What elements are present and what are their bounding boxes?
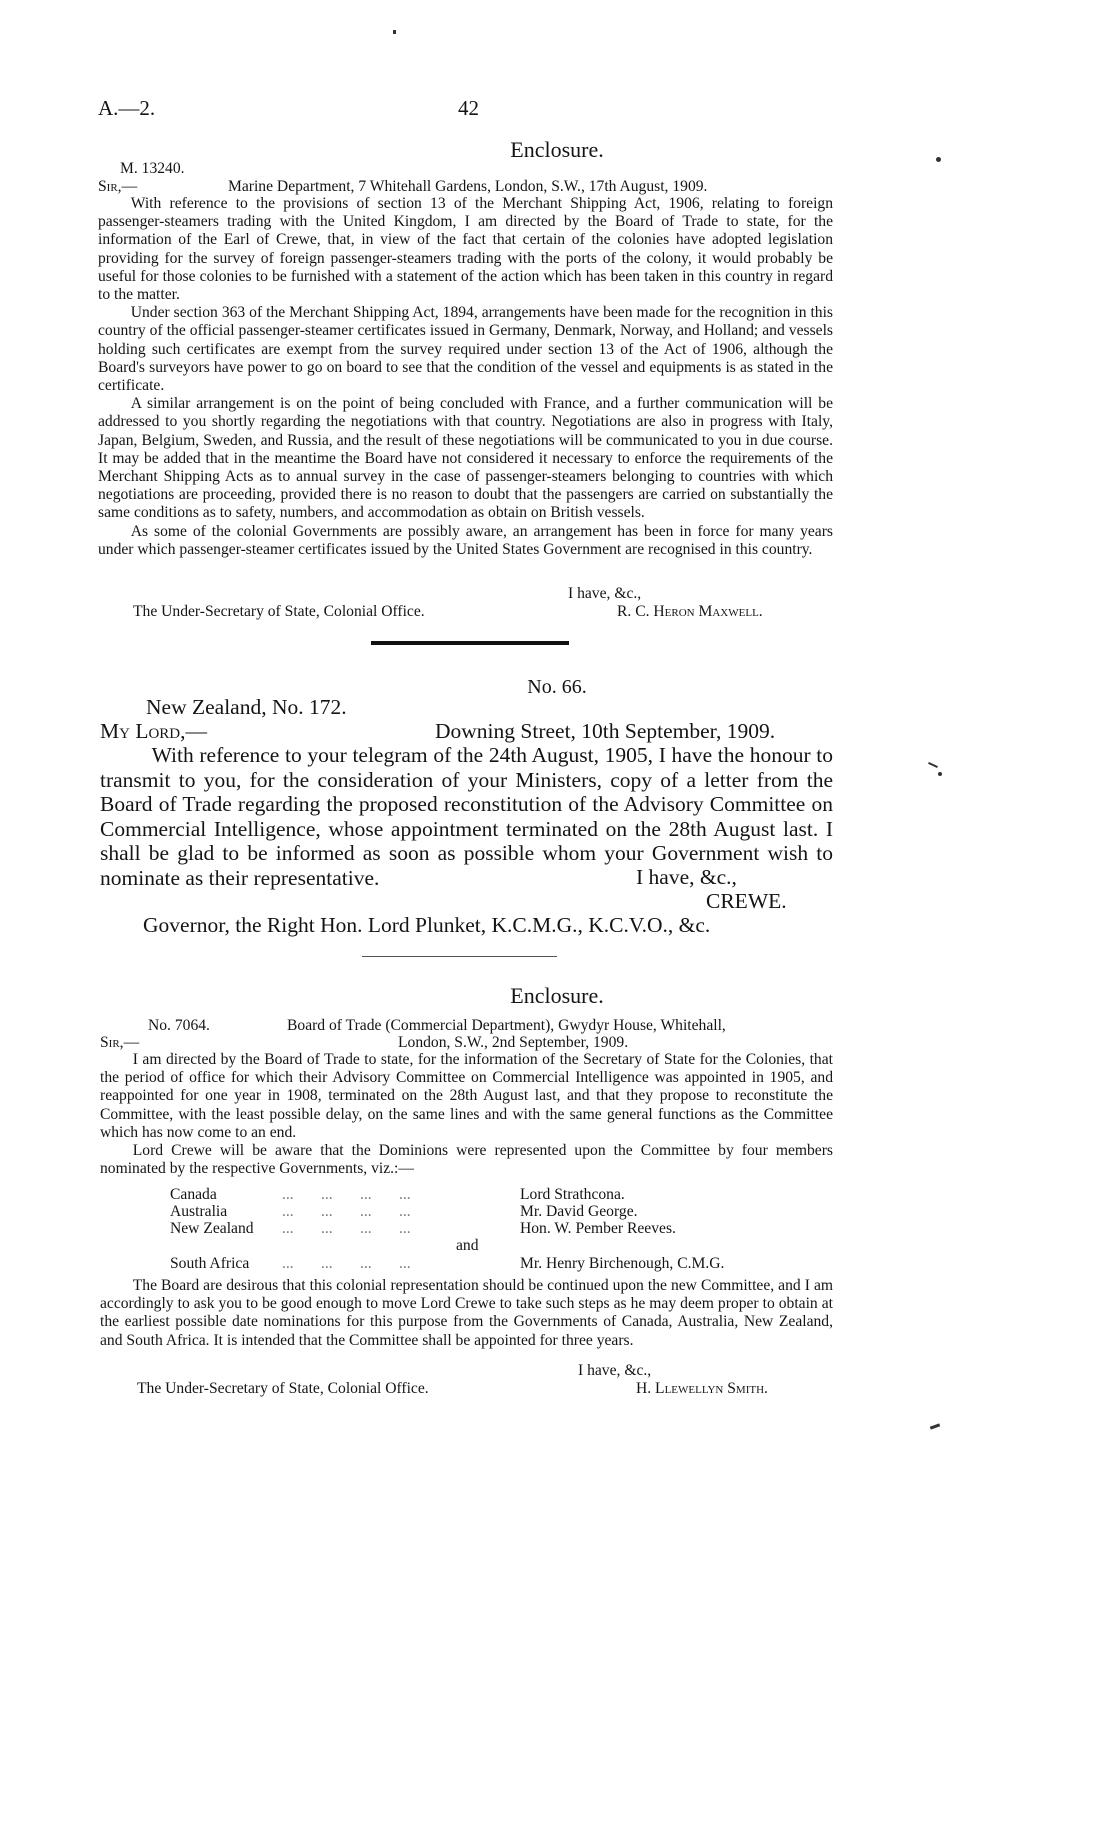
- signature: H. Llewellyn Smith.: [636, 1380, 768, 1397]
- paragraph: The Board are desirous that this colonial representation should be continued upon the new Committee, and I am accordingly to ask you to be good enough to move Lord Crewe to take such steps as he may deem proper to obtain at the earliest possible date nominations for this purpose from the Governments of Canada, Australia, New Zealand, and South Africa. It is intended that the Committee shall be appointed for three years.: [100, 1277, 833, 1349]
- paragraph: I am directed by the Board of Trade to state, for the information of the Secretary of State for the Colonies, that the period of office for which their Advisory Committee on Commercial Intelligence was appointed in 1905, and reappointed for one year in 1908, terminated on the 28th August last, and that they propose to reconstitute the Committee, with the least possible delay, on the same lines and with the same general functions as the Committee which has now come to an end.: [100, 1051, 833, 1141]
- salutation: Sir,—: [100, 1034, 140, 1051]
- paragraph: As some of the colonial Governments are possibly aware, an arrangement has been in force for many years under which passenger-steamer certificates issued by the United States Government are recognised in this country.: [98, 522, 833, 558]
- section-divider: [362, 956, 557, 957]
- country: New Zealand: [170, 1220, 254, 1237]
- addressee: Governor, the Right Hon. Lord Plunket, K.C.M.G., K.C.V.O., &c.: [143, 913, 711, 937]
- colony-reference: New Zealand, No. 172.: [146, 695, 347, 719]
- running-header: A.—2.: [98, 96, 156, 120]
- salutation: My Lord,—: [100, 719, 208, 743]
- member-name: Mr. David George.: [520, 1203, 638, 1220]
- member-list: [0, 1186, 1114, 1276]
- letter-body: [98, 195, 833, 559]
- member-name: Mr. Henry Birchenough, C.M.G.: [520, 1255, 725, 1272]
- addressee: The Under-Secretary of State, Colonial Office.: [137, 1380, 429, 1397]
- letter-body: [100, 1051, 833, 1178]
- page-number: 42: [458, 96, 479, 120]
- leader-dots: ... ... ... ...: [282, 1220, 411, 1237]
- and-word: and: [456, 1237, 479, 1254]
- member-name: Lord Strathcona.: [520, 1186, 625, 1203]
- letter-body-continued: [100, 1277, 833, 1350]
- paragraph: A similar arrangement is on the point of being concluded with France, and a further communication will be addressed to you shortly regarding the negotiations with that country. Negotiations are also in progress with Italy, Japan, Belgium, Sweden, and Russia, and the result of these negotiations will be communicated to you in due course. It may be added that in the meantime the Board have not considered it necessary to enforce the requirements of the Merchant Shipping Acts as to annual survey in the case of passenger-steamers belonging to countries with which negotiations are proceeding, provided there is no reason to doubt that the passengers are carried on substantially the same conditions as to safety, numbers, and accommodation as obtain on British vessels.: [98, 395, 833, 522]
- salutation: Sir,—: [98, 178, 138, 195]
- scan-speck: [936, 157, 941, 162]
- signature: CREWE.: [706, 889, 787, 913]
- scan-speck: [928, 762, 938, 768]
- addressee: The Under-Secretary of State, Colonial Office.: [133, 603, 425, 620]
- enclosure-title: Enclosure.: [510, 983, 604, 1008]
- sender-address: Board of Trade (Commercial Department), Gwydyr House, Whitehall,: [287, 1017, 726, 1034]
- enclosure-title: Enclosure.: [510, 137, 604, 162]
- leader-dots: ... ... ... ...: [282, 1203, 411, 1220]
- signature: R. C. Heron Maxwell.: [617, 603, 763, 620]
- member-name: Hon. W. Pember Reeves.: [520, 1220, 676, 1237]
- paragraph: Under section 363 of the Merchant Shipping Act, 1894, arrangements have been made for the recognition in this country of the official passenger-steamer certificates issued in Germany, Denmark, Norway, and Holland; and vessels holding such certificates are exempt from the survey required under section 13 of the Act of 1906, although the Board's surveyors have power to go on board to see that the condition of the vessel and equipments is as stated in the certificate.: [98, 304, 833, 395]
- dispatch-number: No. 66.: [527, 676, 587, 698]
- dateline: Downing Street, 10th September, 1909.: [435, 719, 776, 743]
- closing: I have, &c.,: [568, 585, 642, 602]
- member-row: [0, 1255, 1114, 1274]
- paragraph: With reference to your telegram of the 24th August, 1905, I have the honour to transmit to you, for the consideration of your Ministers, copy of a letter from the Board of Trade regarding the proposed reconstitution of the Advisory Committee on Commercial Intelligence, whose appointment terminated on the 28th August last. I shall be glad to be informed as soon as possible whom your Government wish to nominate as their representative.: [100, 743, 833, 890]
- leader-dots: ... ... ... ...: [282, 1255, 411, 1272]
- paragraph: Lord Crewe will be aware that the Dominions were represented upon the Committee by four members nominated by the respective Governments, viz.:—: [100, 1142, 833, 1178]
- scan-speck: [393, 30, 396, 34]
- closing: I have, &c.,: [578, 1362, 652, 1379]
- sender-address: Marine Department, 7 Whitehall Gardens, London, S.W., 17th August, 1909.: [228, 178, 708, 195]
- reference-number: No. 7064.: [148, 1017, 210, 1034]
- sender-address-line2: London, S.W., 2nd September, 1909.: [398, 1034, 629, 1051]
- scan-speck: [938, 772, 942, 776]
- and-row: [0, 1237, 1114, 1256]
- country: Canada: [170, 1186, 217, 1203]
- scan-speck: [930, 1423, 940, 1429]
- closing: I have, &c.,: [636, 865, 737, 889]
- paragraph: With reference to the provisions of section 13 of the Merchant Shipping Act, 1906, relating to foreign passenger-steamers trading with the United Kingdom, I am directed by the Board of Trade to state, for the information of the Earl of Crewe, that, in view of the fact that certain of the colonies have adopted legislation providing for the survey of foreign passenger-steamers trading with the ports of the colony, it would probably be useful for those colonies to be furnished with a statement of the action which has been taken in this country in regard to the matter.: [98, 195, 833, 304]
- leader-dots: ... ... ... ...: [282, 1186, 411, 1203]
- section-divider: [371, 641, 569, 645]
- country: Australia: [170, 1203, 228, 1220]
- country: South Africa: [170, 1255, 250, 1272]
- reference-number: M. 13240.: [120, 160, 185, 177]
